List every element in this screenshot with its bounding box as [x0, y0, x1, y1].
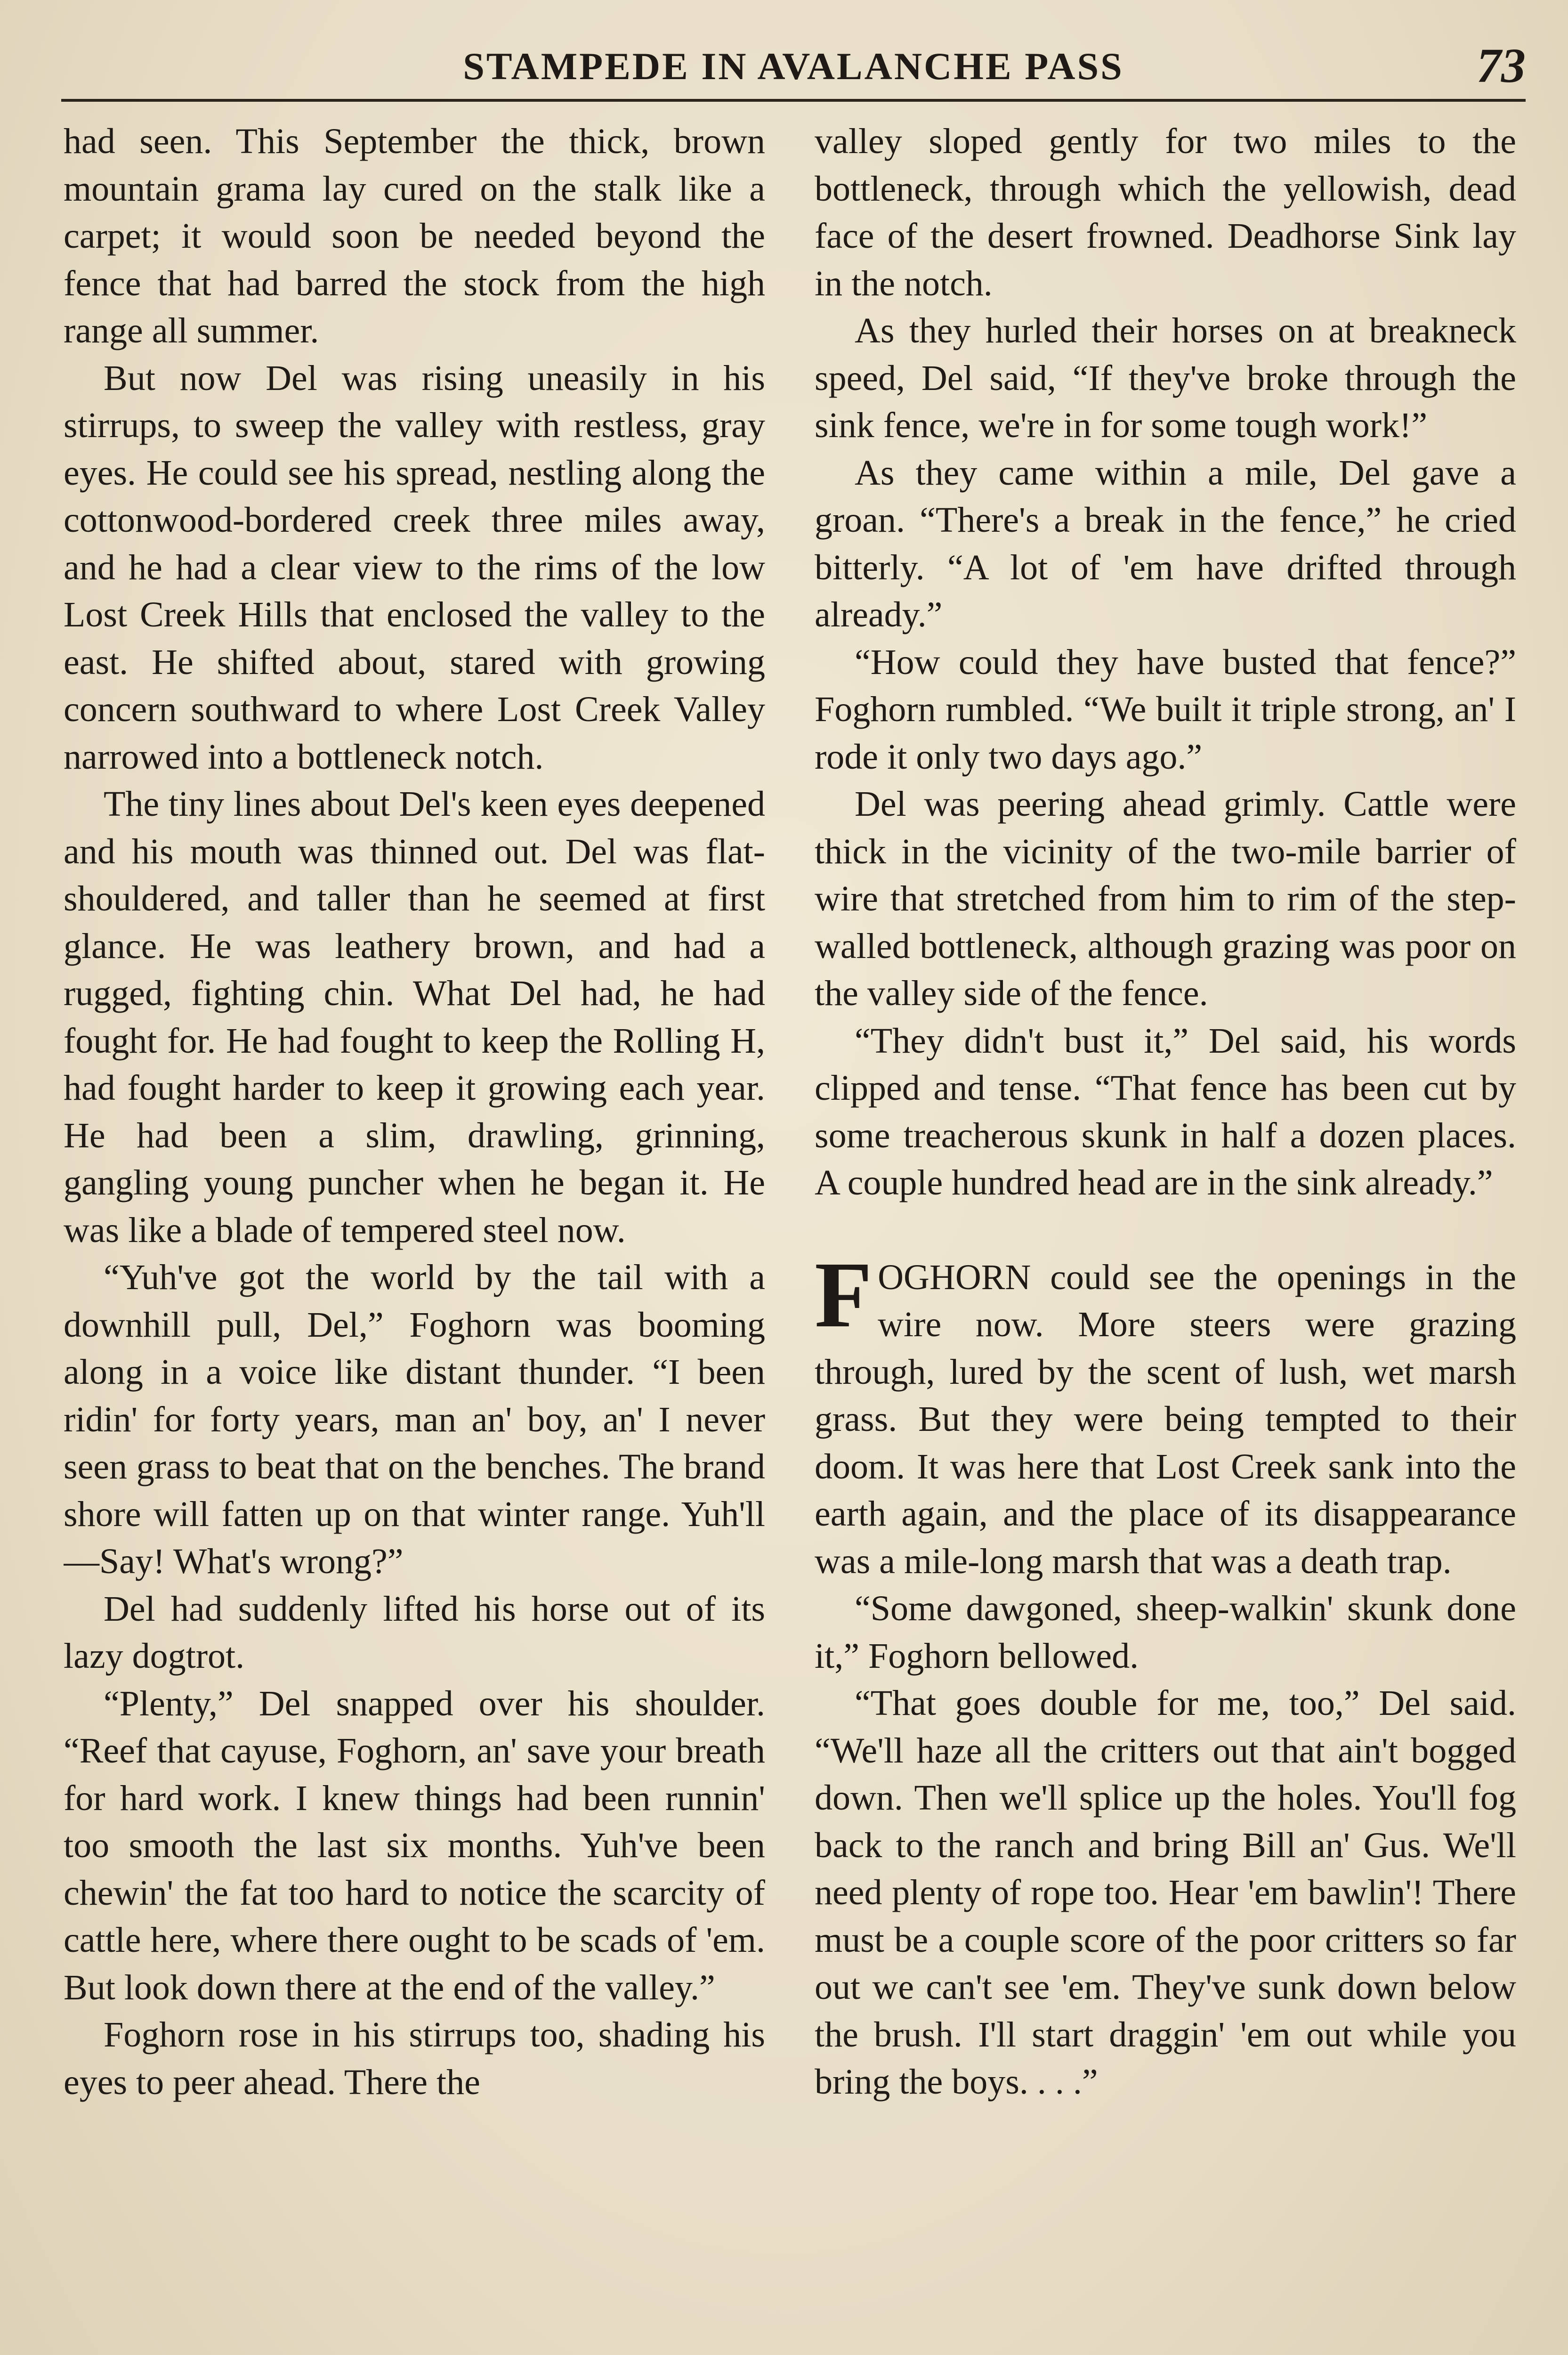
right-column — [815, 118, 1516, 2355]
paragraph: Foghorn rose in his stirrups too, shading his eyes to peer ahead. There the — [64, 2015, 765, 2102]
paragraph: The tiny lines about Del's keen eyes deepened and his mouth was thinned out. Del was flat-shouldered, and taller than he seemed at first glance. He was leathery brown, and had a rugged, fighting chin. What Del had, he had fought for. He had fought to keep the Rolling H, had fought harder to keep it growing each year. He had been a slim, drawling, grinning, gangling young puncher when he began it. He was like a blade of tempered steel now. — [64, 784, 765, 1250]
paragraph: “Plenty,” Del snapped over his shoulder. “Reef that cayuse, Foghorn, an' save your breath for hard work. I knew things had been runnin' too smooth the last six months. Yuh've been chewin' the fat too hard to notice the scarcity of cattle here, where there ought to be scads of 'em. But look down there at the end of the valley.” — [64, 1683, 765, 2007]
running-title: STAMPEDE IN AVALANCHE PASS — [463, 45, 1124, 88]
paragraph: valley sloped gently for two miles to the bottleneck, through which the yellowish, dead face of the desert frowned. Deadhorse Sink lay in the notch. — [815, 122, 1516, 303]
paragraph: “How could they have busted that fence?” Foghorn rumbled. “We built it triple strong, an' I rode it only two days ago.” — [815, 642, 1516, 777]
paragraph: “Yuh've got the world by the tail with a downhill pull, Del,” Foghorn was booming along in a voice like distant thunder. “I been ridin' for forty years, man an' boy, an' I never seen grass to beat that on the benches. The brand shore will fatten up on that winter range. Yuh'll—Say! What's wrong?” — [64, 1258, 765, 1581]
paragraph: had seen. This September the thick, brown mountain grama lay cured on the stalk like a carpet; it would soon be needed beyond the fence that had barred the stock from the high range all summer. — [64, 122, 765, 350]
paragraph: As they hurled their horses on at breakneck speed, Del said, “If they've broke through the sink fence, we're in for some tough work!” — [815, 311, 1516, 445]
page-number: 73 — [1477, 39, 1526, 93]
section-opening-paragraph — [815, 1242, 1516, 1585]
paragraph: “Some dawgoned, sheep-walkin' skunk done it,” Foghorn bellowed. — [815, 1589, 1516, 1676]
paragraph: As they came within a mile, Del gave a groan. “There's a break in the fence,” he cried bitterly. “A lot of 'em have drifted through already.” — [815, 453, 1516, 634]
paragraph: Del had suddenly lifted his horse out of its lazy dogtrot. — [64, 1589, 765, 1676]
paragraph: “They didn't bust it,” Del said, his words clipped and tense. “That fence has been cut by some treacherous skunk in half a dozen places. A couple hundred head are in the sink already.” — [815, 1021, 1516, 1202]
paragraph: But now Del was rising uneasily in his stirrups, to sweep the valley with restless, gray eyes. He could see his spread, nestling along the cottonwood-bordered creek three miles away, and he had a clear view to the rims of the low Lost Creek Hills that enclosed the valley to the east. He shifted about, stared with growing concern southward to where Lost Creek Valley narrowed into a bottleneck notch. — [64, 358, 765, 777]
header-rule — [61, 99, 1526, 102]
page-header — [61, 38, 1526, 108]
drop-cap-text: OGHORN could see the openings in the wire now. More steers were grazing through, lured by the scent of lush, wet marsh grass. But they were being tempted to their doom. It was here that Lost Creek sank into the earth again, and the place of its disappearance was a mile-long marsh that was a death trap. — [815, 1257, 1516, 1581]
left-column — [64, 118, 765, 2355]
paragraph: “That goes double for me, too,” Del said. “We'll haze all the critters out that ain't bogged down. Then we'll splice up the holes. You'll fog back to the ranch and bring Bill an' Gus. We'll need plenty of rope too. Hear 'em bawlin'! There must be a couple score of the poor critters so far out we can't see 'em. They've sunk down below the brush. I'll start draggin' 'em out while you bring the boys. . . .” — [815, 1683, 1516, 2102]
drop-cap: F — [815, 1242, 873, 1347]
paragraph: Del was peering ahead grimly. Cattle were thick in the vicinity of the two-mile barrier of wire that stretched from him to rim of the step-walled bottleneck, although grazing was poor on the valley side of the fence. — [815, 784, 1516, 1013]
